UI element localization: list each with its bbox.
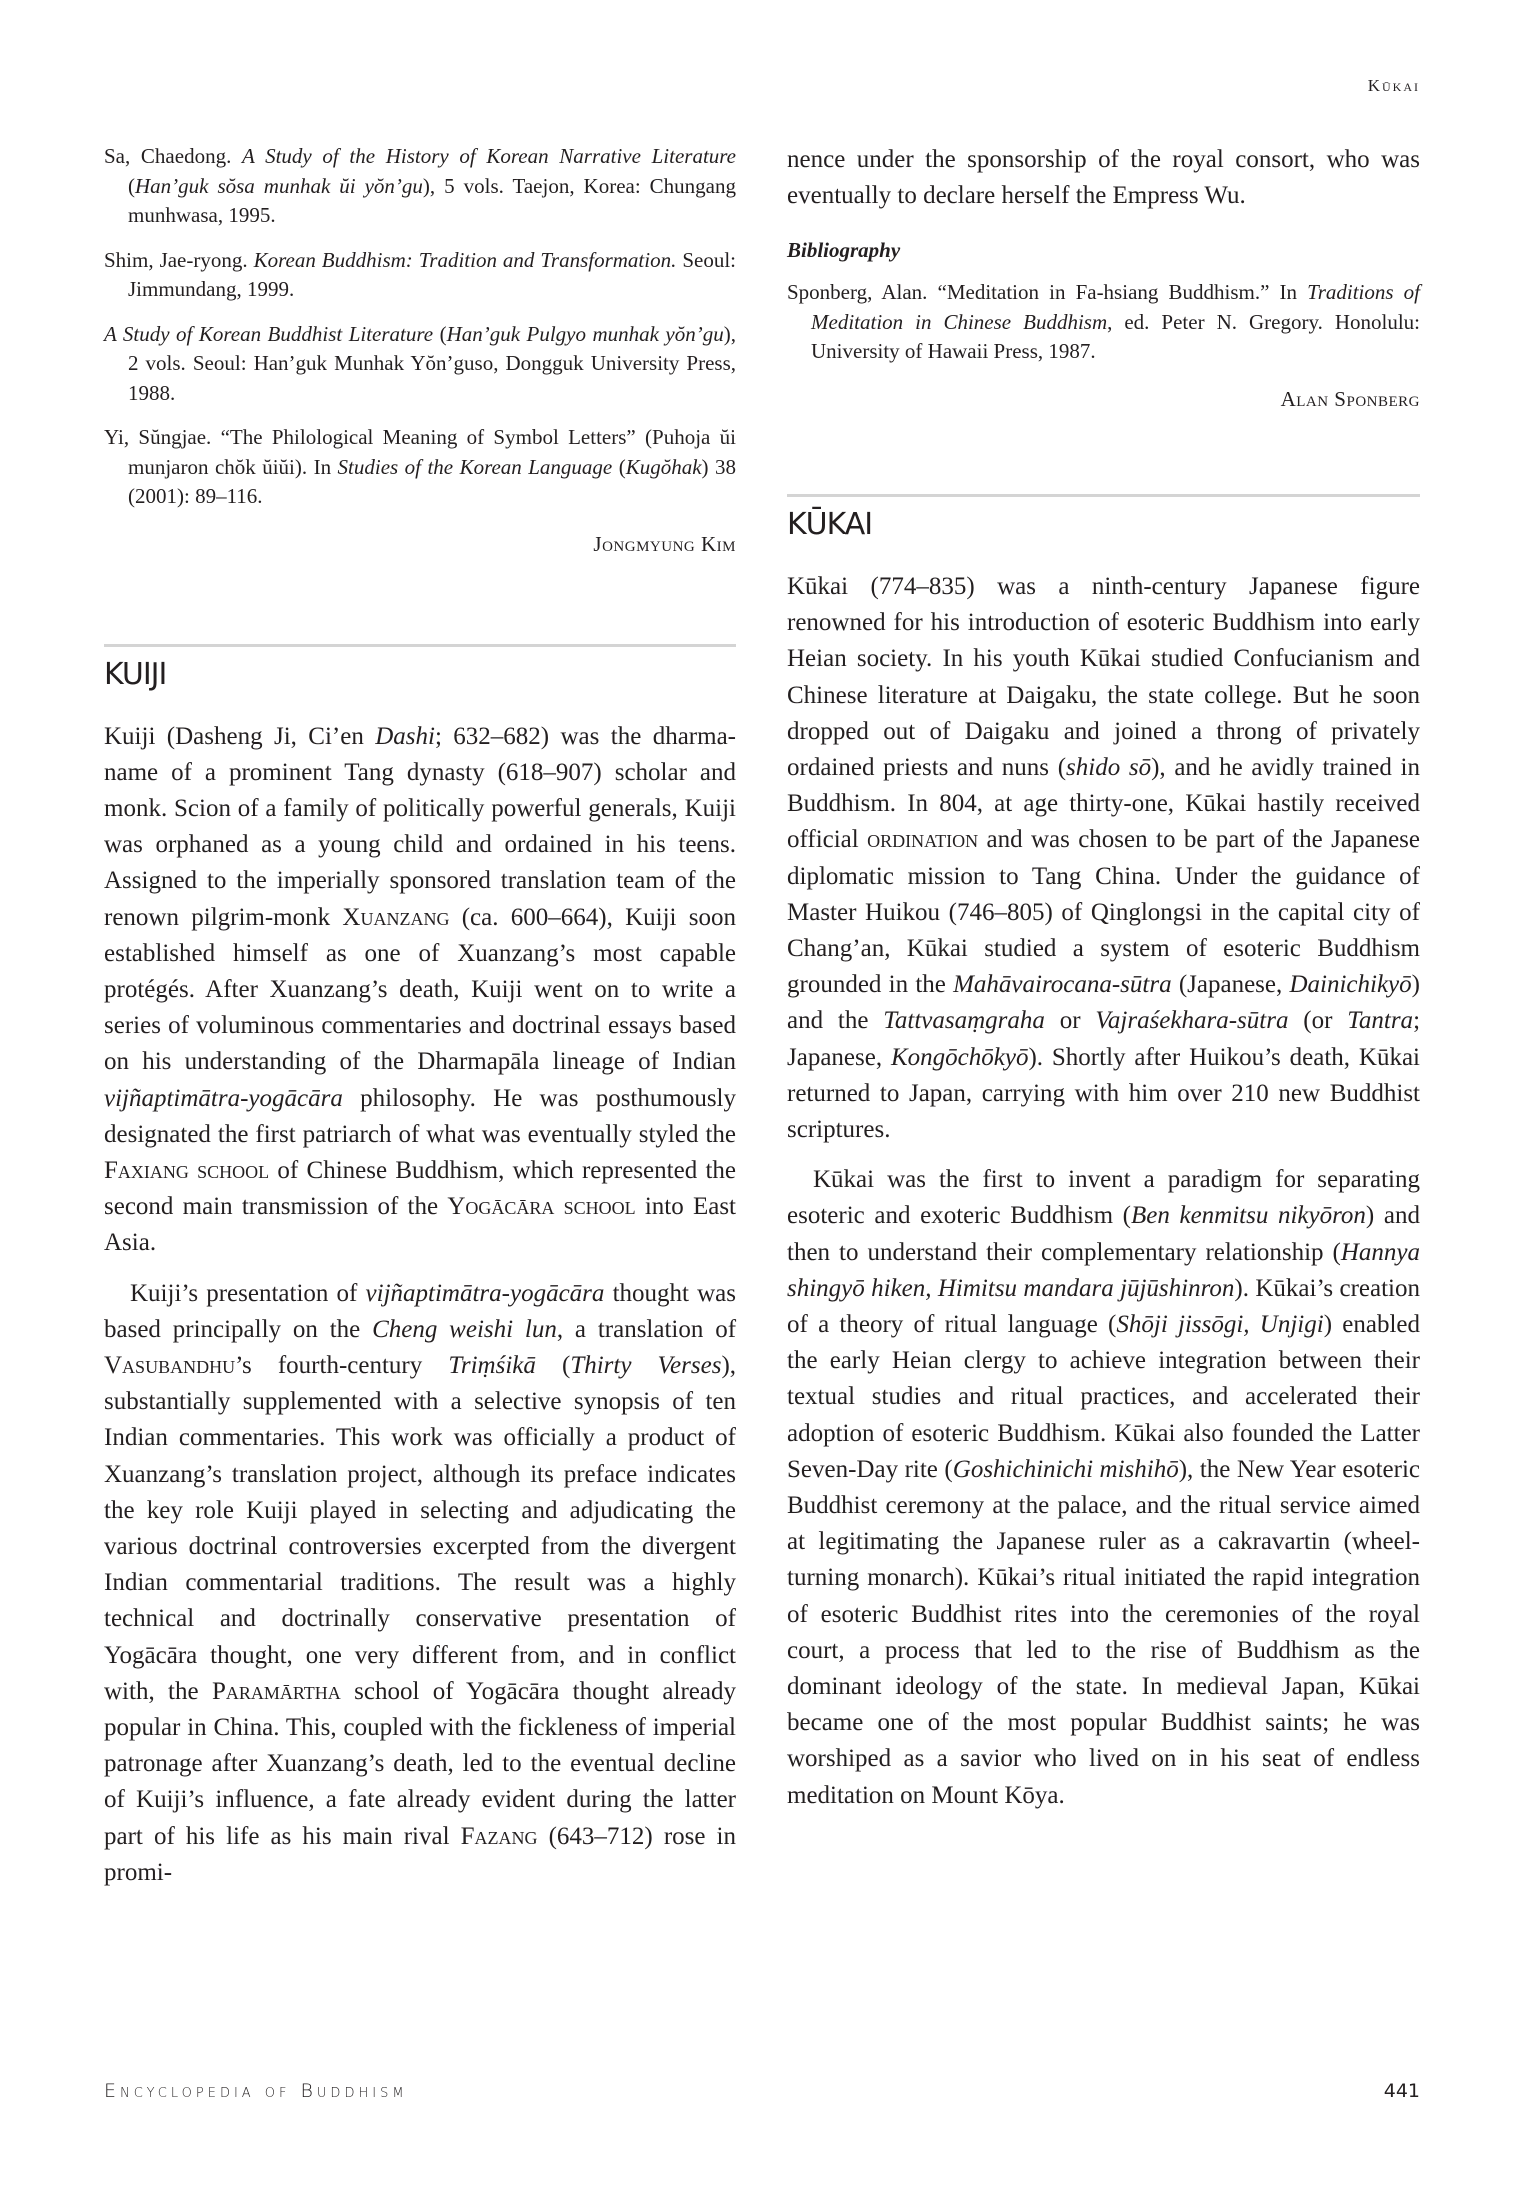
italic-text: A Study of Korean Buddhist Literature <box>104 321 434 346</box>
bibliography-entry <box>104 320 736 409</box>
text-run: ), 2 vols. Seoul: Han’guk Munhak Yŏn’guso, Dongguk University Press, 1988. <box>128 321 736 405</box>
italic-text: Studies of the Korean Language <box>337 454 613 479</box>
text-run: Kūkai was the first to invent a paradigm for separating esoteric and exoteric Buddhism ( <box>787 1166 1420 1230</box>
italic-text: Korean Buddhism: Tradition and Transformation. <box>253 247 677 272</box>
italic-text: Goshichinichi mishihō <box>952 1455 1179 1483</box>
footer-book-title: Encyclopedia of Buddhism <box>104 2080 408 2102</box>
text-run: school of Yogācāra thought already popular in China. This, coupled with the fickleness of imperial patronage after Xuanzang’s death, led to the eventual decline of Kuiji’s influence, a fate already evident during the latter part of his life as his main rival <box>104 1677 736 1850</box>
text-run: Seoul: Jimmundang, 1999. <box>128 247 736 301</box>
cross-reference: Fazang <box>460 1822 538 1850</box>
author-signature: Alan Sponberg <box>1280 386 1420 411</box>
text-run: ) and the <box>787 971 1420 1035</box>
text-run: ). Shortly after Huikou’s death, Kūkai returned to Japan, carrying with him over 210 new Buddhist scriptures. <box>787 1043 1420 1143</box>
text-run: and was chosen to be part of the Japanese diplomatic mission to Tang China. Under the guidance of Master Huikou (746–805) of Qinglongsi in the capital city of Chang’an, Kūkai studied a system of esoteric Buddhism grounded in the <box>787 826 1420 999</box>
text-run: Sponberg, Alan. “Meditation in Fa-hsiang Buddhism.” In <box>787 280 1308 305</box>
text-run: ( <box>433 321 447 346</box>
cross-reference: Xuanzang <box>342 903 450 931</box>
italic-text: Han’guk sŏsa munhak ŭi yŏn’gu <box>135 173 423 198</box>
text-run: Kūkai (774–835) was a ninth-century Japanese figure renowned for his introduction of esoteric Buddhism into early Heian society. In his youth Kūkai studied Confucianism and Chinese literature at Daigaku, the state college. But he soon dropped out of Daigaku and joined a throng of privately ordained priests and nuns ( <box>787 572 1420 781</box>
cross-reference: Yogācāra school <box>447 1193 636 1221</box>
text-run: nence under the sponsorship of the royal consort, who was eventually to declare herself the Empress Wu. <box>787 146 1420 210</box>
cross-reference: Paramārtha <box>211 1677 341 1705</box>
italic-text: Cheng weishi lun <box>372 1315 557 1343</box>
text-run: (or <box>1288 1007 1348 1035</box>
text-run: Kuiji (Dasheng Ji, Ci’en <box>104 722 376 750</box>
body-paragraph <box>787 1162 1420 1814</box>
italic-text: vijñaptimātra-yogācāra <box>104 1084 343 1112</box>
italic-text: shido sō <box>1066 753 1152 781</box>
cross-reference: ordination <box>867 826 979 854</box>
italic-text: Triṃśikā <box>448 1351 536 1379</box>
italic-text: vijñaptimātra-yogācāra <box>365 1279 605 1307</box>
text-run: (ca. 600–664), Kuiji soon established himself as one of Xuanzang’s most capable protégés. After Xuanzang’s death, Kuiji went on to write a series of voluminous commentaries and doctrinal essays based on his understanding of the Dharmapāla lineage of Indian <box>104 903 736 1076</box>
italic-text: Kongōchōkyō <box>890 1043 1029 1071</box>
italic-text: Traditions of Meditation in Chinese Buddhism <box>811 280 1420 334</box>
italic-text: Shōji jissōgi, Unjigi <box>1116 1310 1324 1338</box>
italic-text: Dainichikyō <box>1289 971 1412 999</box>
entry-divider <box>787 494 1420 497</box>
author-signature: Jongmyung Kim <box>593 531 736 556</box>
text-run: philosophy. He was posthumously designated the first patriarch of what was eventually styled the <box>104 1084 736 1148</box>
entry-title-kukai: KŪKAI <box>787 506 873 542</box>
text-run: , ed. Peter N. Gregory. Honolulu: University of Hawaii Press, 1987. <box>811 309 1420 364</box>
italic-text: Mahāvairocana-sūtra <box>953 971 1172 999</box>
text-run: ) and then to understand their complementary relationship ( <box>787 1202 1420 1266</box>
cross-reference: Faxiang school <box>104 1156 270 1184</box>
text-run: ’s fourth-century <box>235 1351 449 1379</box>
left-bibliography <box>104 142 736 512</box>
text-run: ( <box>612 454 626 479</box>
text-run: Shim, Jae-ryong. <box>104 247 254 272</box>
text-run: ( <box>535 1351 571 1379</box>
text-run: ), 5 vols. Taejon, Korea: Chungang munhwasa, 1995. <box>128 173 736 227</box>
text-run: (Japanese, <box>1171 971 1290 999</box>
text-run: ), substantially supplemented with a selective synopsis of ten Indian commentaries. This work was officially a product of Xuanzang’s translation project, although its preface indicates the key role Kuiji played in selecting and adjudicating the various doctrinal controversies excerpted from the divergent Indian commentarial traditions. The result was a highly technical and doctrinally conservative presentation of Yogācāra thought, one very different from, and in conflict with, the <box>104 1351 737 1705</box>
text-run: or <box>1044 1007 1096 1035</box>
body-paragraph <box>104 719 736 1262</box>
italic-text: Thirty Verses <box>570 1351 722 1379</box>
continued-paragraph <box>787 142 1420 214</box>
text-run: thought was based principally on the <box>104 1279 736 1343</box>
text-run: ; 632–682) was the dharma-name of a prominent Tang dynasty (618–907) scholar and monk. Scion of a family of politically powerful generals, Kuiji was orphaned as a young child and ordained in his teens. Assigned to the imperially sponsored translation team of the renown pilgrim-monk <box>104 722 736 931</box>
text-run: Sa, Chaedong. <box>104 144 242 168</box>
text-run: (643–712) rose in promi- <box>104 1822 736 1886</box>
italic-text: Dashi <box>375 722 435 750</box>
body-paragraph <box>104 1276 736 1891</box>
text-run: , a translation of <box>556 1315 737 1343</box>
text-run: ) 38 (2001): 89–116. <box>128 454 736 508</box>
italic-text: Tattvasaṃgraha <box>883 1007 1045 1035</box>
text-run: ), and he avidly trained in Buddhism. In 804, at age thirty-one, Kūkai hastily received official <box>787 753 1420 854</box>
running-head: Kūkai <box>1367 76 1420 95</box>
entry-title-kuiji: KUIJI <box>104 656 167 692</box>
text-run: ) enabled the early Heian clergy to achieve integration between their textual studies and ritual practices, and accelerated their adoption of esoteric Buddhism. Kūkai also founded the Latter Seven-Day rite ( <box>787 1310 1420 1483</box>
text-run: ). Kūkai’s creation of a theory of ritual language ( <box>787 1274 1420 1338</box>
italic-text: Han’guk Pulgyo munhak yŏn’gu <box>446 321 724 346</box>
left-column <box>104 142 736 1905</box>
text-run: ( <box>128 173 135 198</box>
cross-reference: Vasubandhu <box>104 1351 236 1379</box>
text-run: ), the New Year esoteric Buddhist ceremony at the palace, and the ritual service aimed at legitimating the Japanese ruler as a cakravartin (wheel-turning monarch). Kūkai’s ritual initiated the rapid integration of esoteric Buddhist rites into the ceremonies of the royal court, a process that led to the rise of Buddhism as the dominant ideology of the state. In medieval Japan, Kūkai became one of the most popular Buddhist saints; he was worshiped as a savior who lived on in his seat of endless meditation on Mount Kōya. <box>787 1455 1421 1809</box>
text-run: Kuiji’s presentation of <box>130 1279 366 1307</box>
text-run: into East Asia. <box>104 1193 736 1257</box>
body-paragraph <box>787 569 1420 1148</box>
bibliography-entry <box>787 278 1420 367</box>
page-number: 441 <box>1383 2080 1420 2102</box>
bibliography-entry <box>104 246 736 305</box>
italic-text: Kugŏhak <box>625 454 702 479</box>
bibliography-heading: Bibliography <box>787 238 901 263</box>
text-run: ; Japanese, <box>787 1007 1421 1071</box>
text-run: Yi, Sŭngjae. “The Philological Meaning of Symbol Letters” (Puhoja ŭi munjaron chŏk ŭiŭi). In <box>104 425 736 479</box>
entry-divider <box>104 644 736 647</box>
bibliography-entry <box>104 423 736 512</box>
text-run: of Chinese Buddhism, which represented the second main transmission of the <box>104 1156 736 1221</box>
italic-text: Hannya shingyō hiken, Himitsu mandara jūjūshinron <box>787 1238 1420 1302</box>
italic-text: Ben kenmitsu nikyōron <box>1130 1202 1366 1230</box>
bibliography-entry <box>104 142 736 231</box>
right-column <box>787 142 1420 1828</box>
italic-text: Tantra <box>1347 1007 1414 1035</box>
italic-text: Vajraśekhara-sūtra <box>1095 1007 1289 1035</box>
italic-text: A Study of the History of Korean Narrative Literature <box>241 144 736 168</box>
